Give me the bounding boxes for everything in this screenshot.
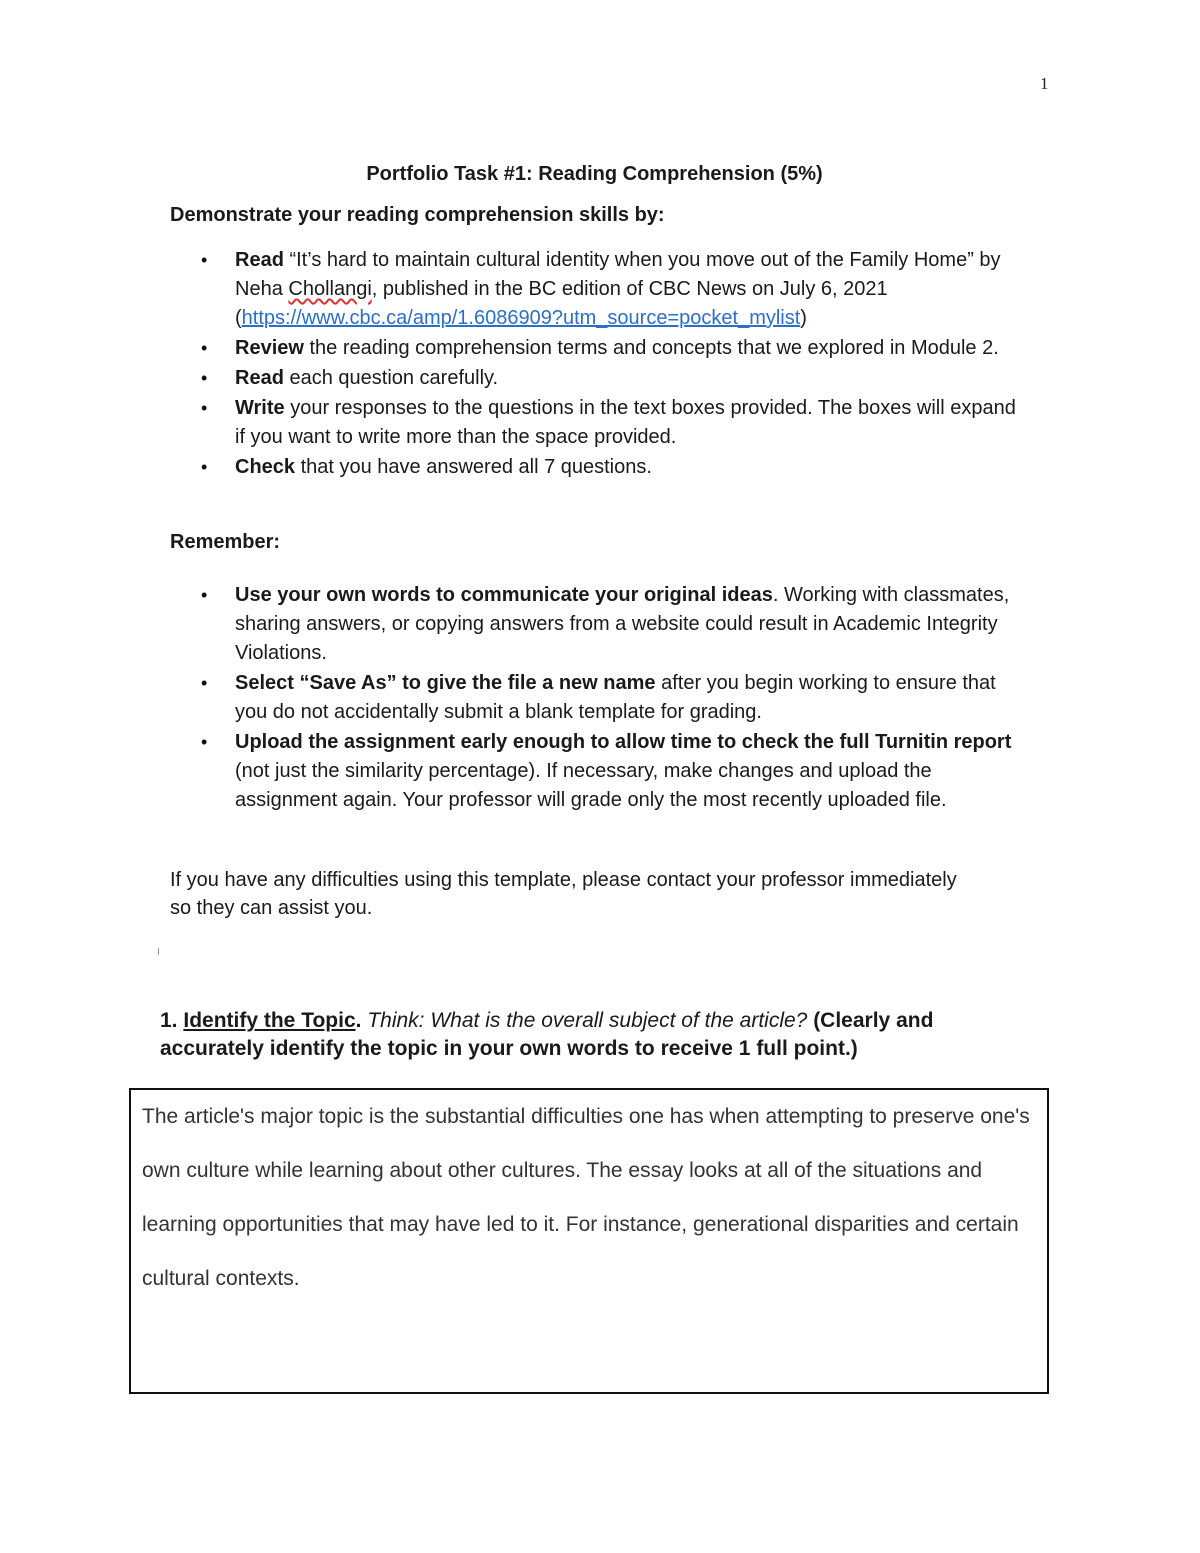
instruction-item-read-questions <box>170 364 1030 393</box>
remember-item-own-words <box>170 581 1030 668</box>
question-criteria: (Clearly and accurately identify the topic in your own words to receive 1 full point.) <box>160 1009 934 1060</box>
question-number: 1. <box>160 1009 184 1032</box>
instruction-item-read-article <box>170 246 1030 333</box>
remember-item-save-as <box>170 669 1030 727</box>
remember-text: after you begin working to ensure that you do not accidentally submit a blank template for grading. <box>235 672 996 723</box>
remember-heading: Remember: <box>170 531 281 553</box>
document-title: Portfolio Task #1: Reading Comprehension (5%) <box>366 163 823 185</box>
contact-note: If you have any difficulties using this template, please contact your professor immediately so they can assist you. <box>170 869 957 919</box>
remember-item-upload <box>170 728 1030 815</box>
instruction-text: , published in the BC edition of CBC News on July 6, 2021 ( <box>235 278 888 329</box>
article-link[interactable]: https://www.cbc.ca/amp/1.6086909?utm_source=pocket_mylist <box>241 307 801 329</box>
stray-mark <box>158 948 159 955</box>
remember-lead: Use your own words to communicate your original ideas <box>235 584 773 606</box>
question-think-prompt: Think: What is the overall subject of the article? <box>361 1009 808 1032</box>
instruction-lead: Read <box>235 367 284 389</box>
instruction-text: ) <box>800 307 807 329</box>
question-1-prompt <box>160 1007 1040 1063</box>
instruction-lead: Check <box>235 456 296 478</box>
remember-list <box>170 581 1030 816</box>
instructions-list <box>170 246 1030 483</box>
author-name-spellcheck: Chollangi <box>288 278 372 300</box>
instruction-text: “It’s hard to maintain cultural identity when you move out of the Family Home” by Neha <box>235 249 1001 300</box>
instruction-item-review <box>170 334 1030 363</box>
instruction-text: your responses to the questions in the text boxes provided. The boxes will expand if you want to write more than the space provided. <box>235 397 1016 448</box>
instruction-text: each question carefully. <box>283 367 499 389</box>
instruction-lead: Write <box>235 397 285 419</box>
question-label: Identify the Topic <box>183 1009 356 1032</box>
instruction-text: the reading comprehension terms and concepts that we explored in Module 2. <box>303 337 999 359</box>
page-number: 1 <box>1040 74 1049 93</box>
answer-text-1[interactable]: The article's major topic is the substantial difficulties one has when attempting to preserve one's own culture while learning about other cultures. The essay looks at all of the situations and learning opportunities that may have led to it. For instance, generational disparities and certain cultural contexts. <box>142 1105 1030 1290</box>
instruction-text: that you have answered all 7 questions. <box>295 456 652 478</box>
remember-text: (not just the similarity percentage). If necessary, make changes and upload the assignment again. Your professor will grade only the most recently uploaded file. <box>235 760 947 811</box>
instruction-lead: Review <box>235 337 304 359</box>
instruction-item-check <box>170 453 1030 482</box>
remember-lead: Select “Save As” to give the file a new name <box>235 672 656 694</box>
intro-heading: Demonstrate your reading comprehension skills by: <box>170 204 665 226</box>
instruction-lead: Read <box>235 249 284 271</box>
question-period: . <box>355 1009 362 1032</box>
remember-text: . Working with classmates, sharing answers, or copying answers from a website could result in Academic Integrity Violations. <box>235 584 1010 664</box>
instruction-item-write <box>170 394 1030 452</box>
remember-lead: Upload the assignment early enough to allow time to check the full Turnitin report <box>235 731 1012 753</box>
